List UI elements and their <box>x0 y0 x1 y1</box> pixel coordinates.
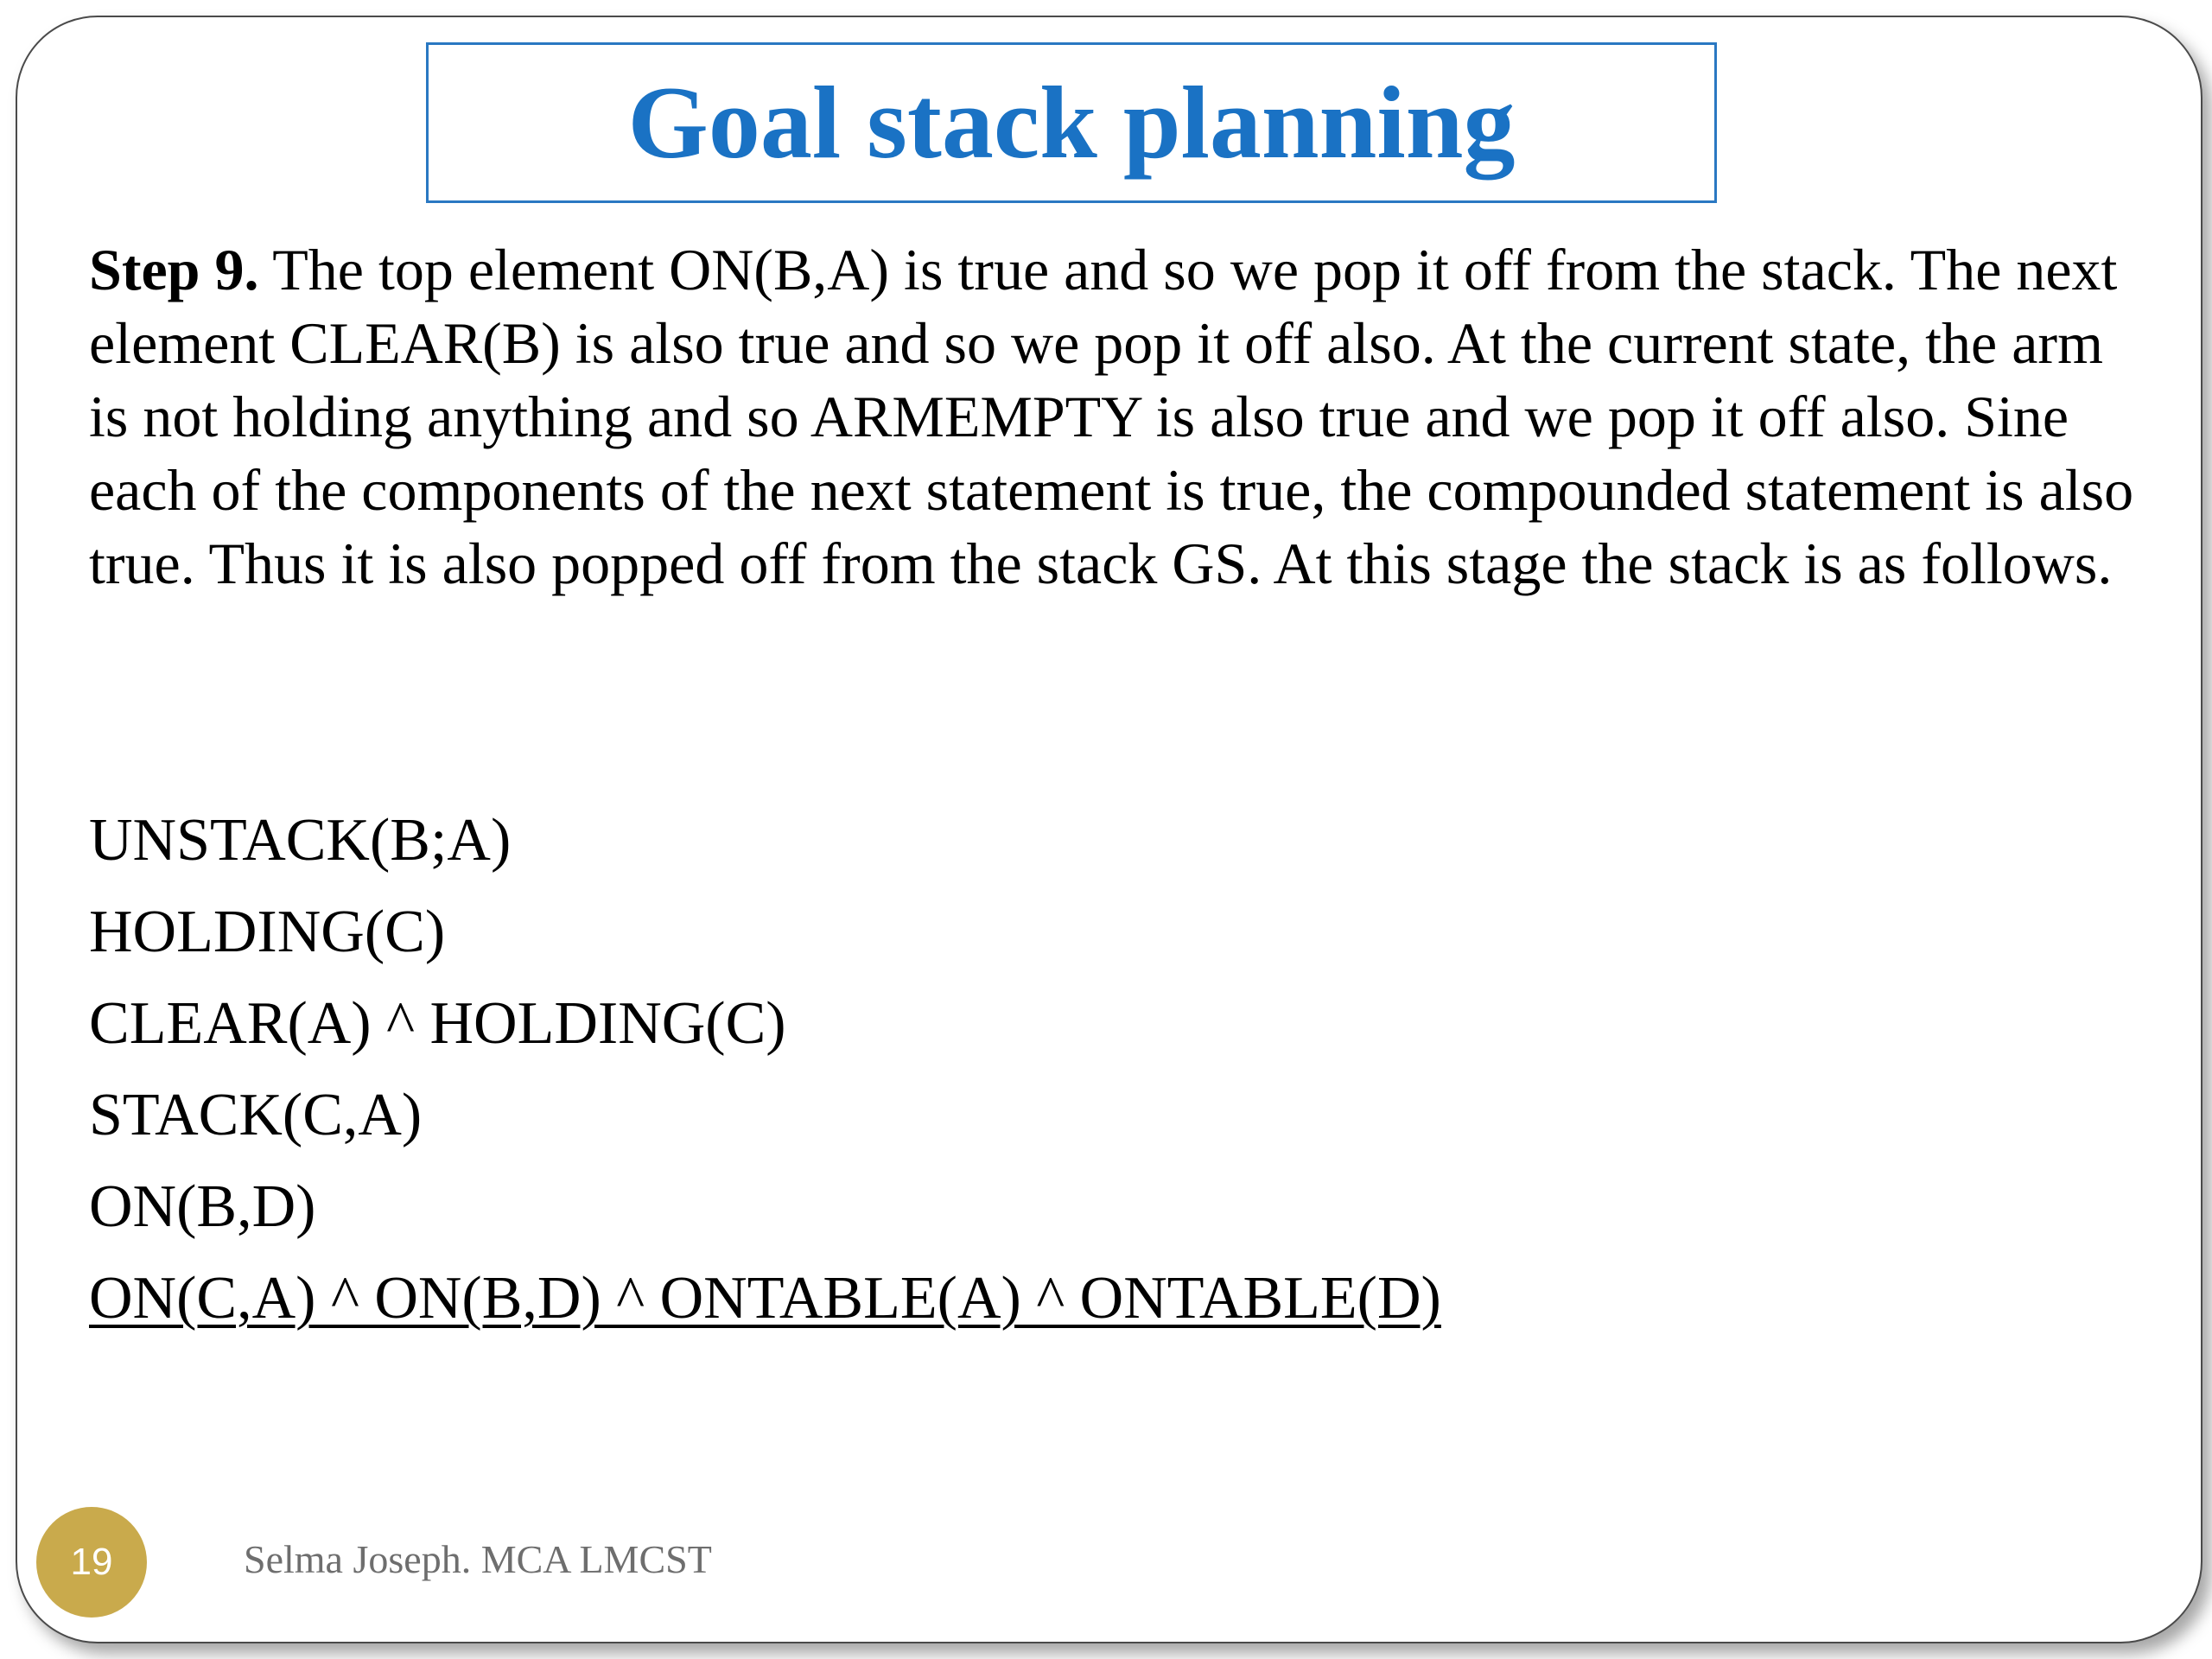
goal-stack-list <box>89 795 1441 1344</box>
stack-item: UNSTACK(B;A) <box>89 807 512 874</box>
stack-item: HOLDING(C) <box>89 899 446 965</box>
footer-author: Selma Joseph. MCA LMCST <box>244 1537 712 1581</box>
stack-item-goal: ON(C,A) ^ ON(B,D) ^ ONTABLE(A) ^ ONTABLE(D) <box>89 1265 1441 1332</box>
step-paragraph <box>89 233 2145 601</box>
stack-item: STACK(C,A) <box>89 1082 423 1148</box>
slide-title: Goal stack planning <box>627 65 1516 180</box>
page-number-badge <box>36 1507 147 1618</box>
stack-item: ON(B,D) <box>89 1173 316 1240</box>
page-number: 19 <box>70 1541 113 1583</box>
slide <box>16 16 2202 1643</box>
step-description: The top element ON(B,A) is true and so we pop it off from the stack. The next element CLEAR(B) is also true and so we pop it off also. At the current state, the arm is not holding anything and so ARMEMPTY is also true and we pop it off also. Sine each of the components of the next statement is true, the compounded statement is also true. Thus it is also popped off from the stack GS. At this stage the stack is as follows. <box>89 237 2134 596</box>
title-box <box>426 42 1717 203</box>
step-label: Step 9. <box>89 237 259 302</box>
stack-item: CLEAR(A) ^ HOLDING(C) <box>89 990 786 1057</box>
